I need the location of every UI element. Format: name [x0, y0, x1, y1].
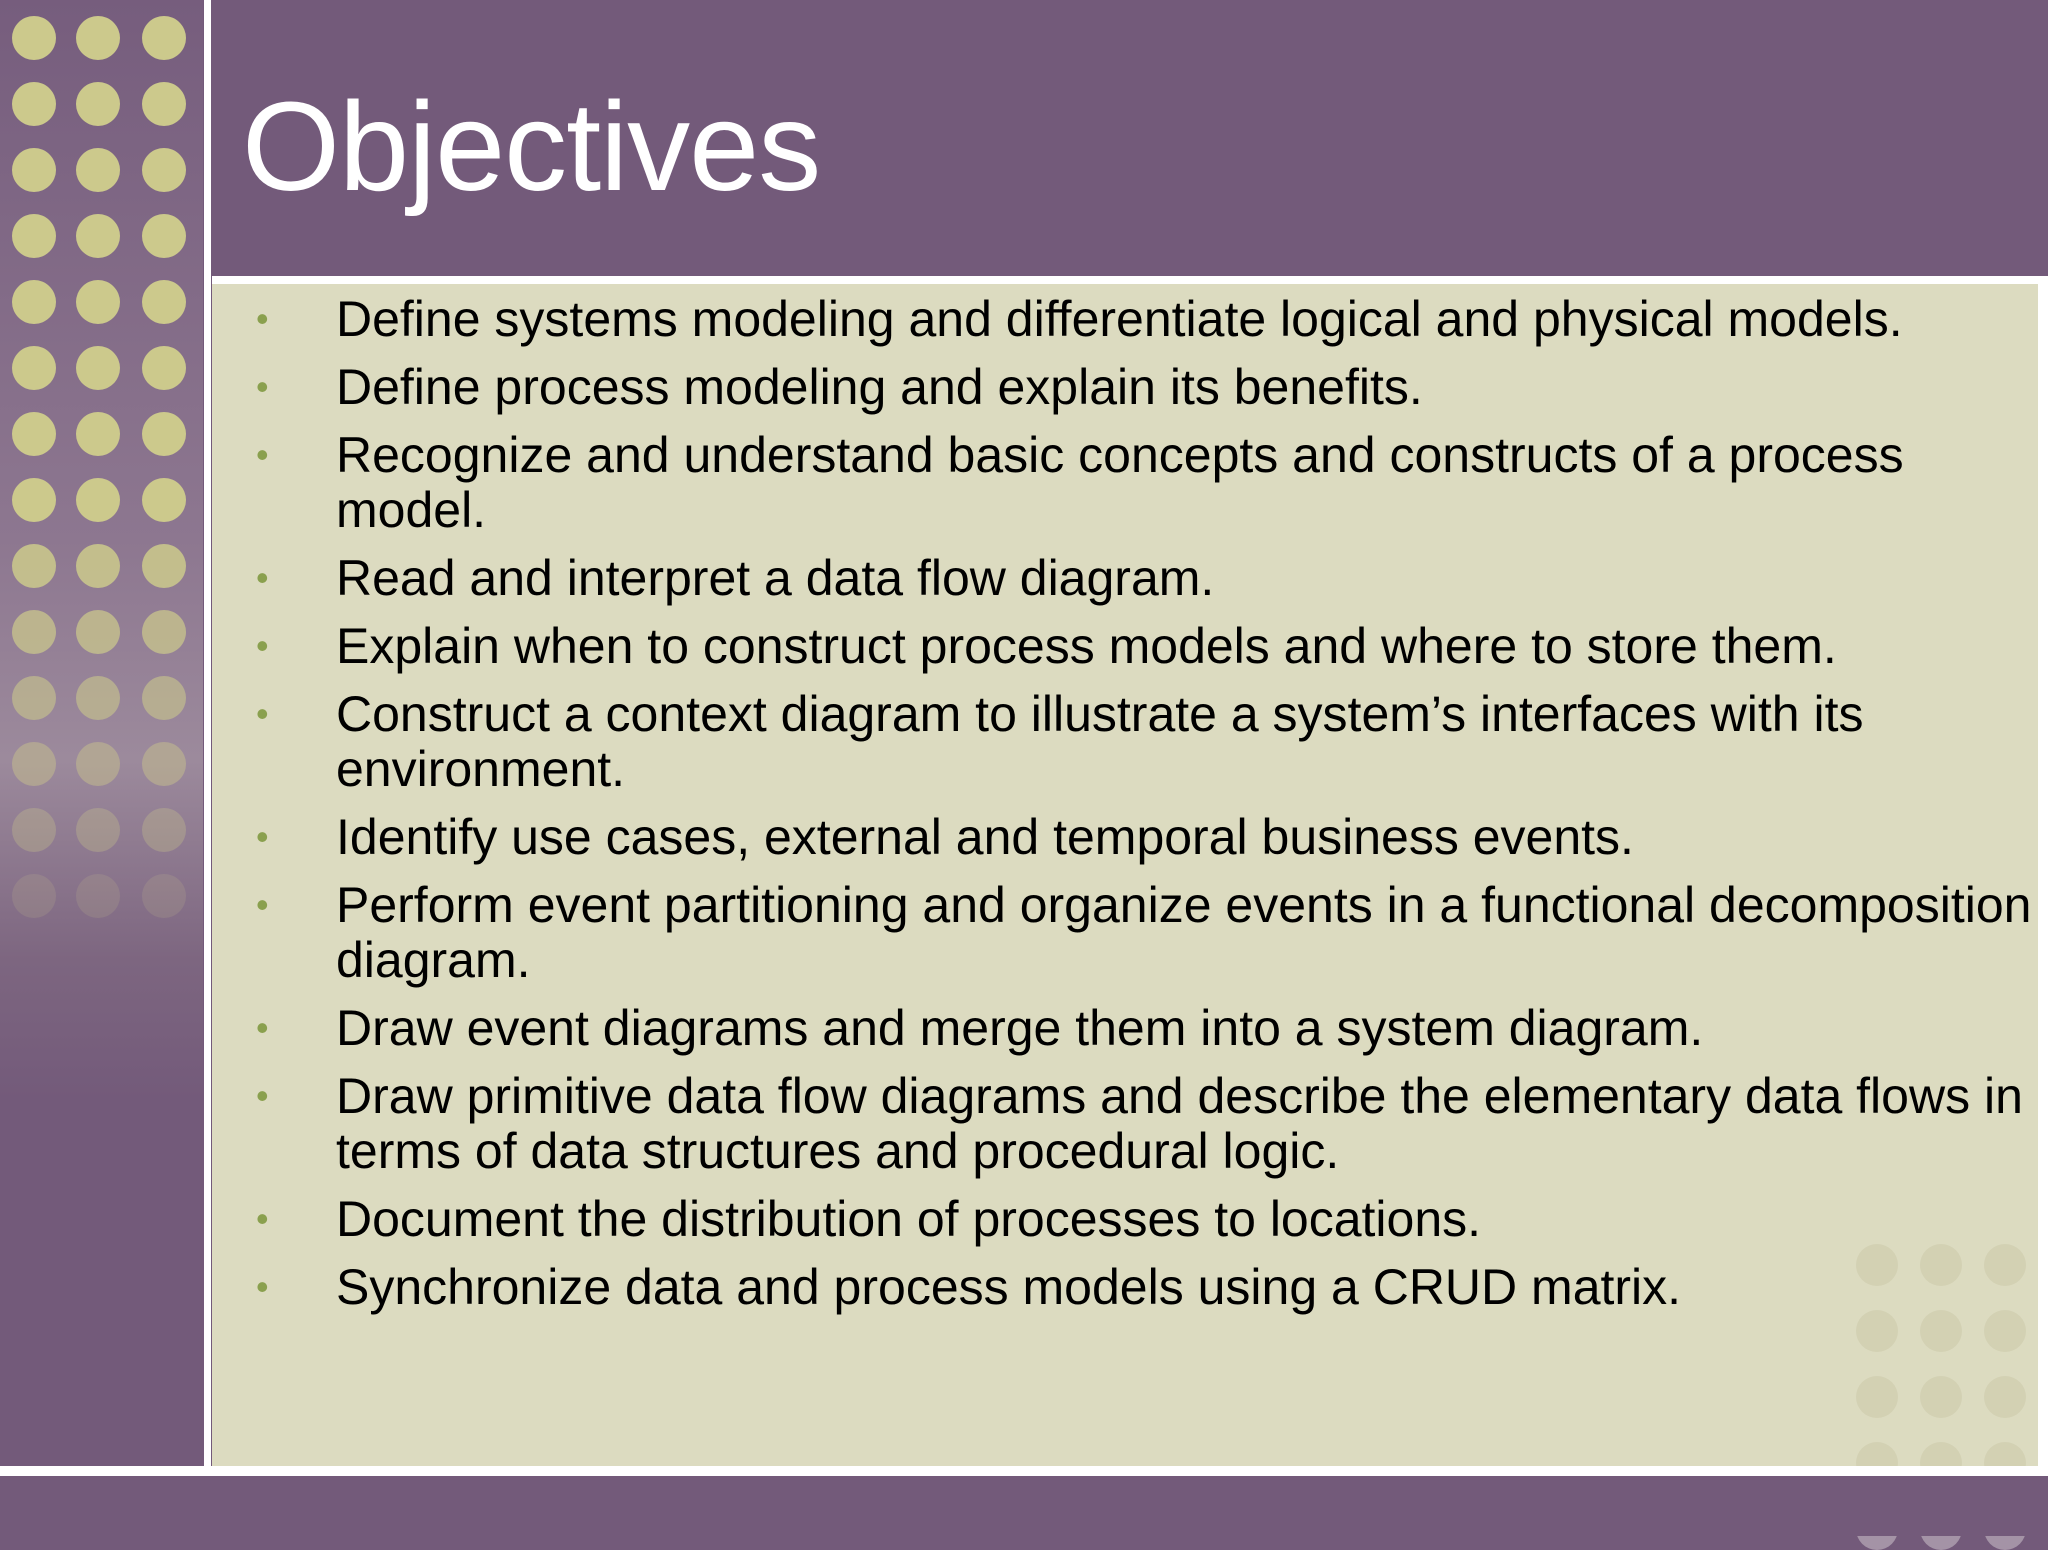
decorative-dot — [76, 82, 120, 126]
decorative-dot — [76, 610, 120, 654]
decorative-dot — [142, 610, 186, 654]
decorative-dot — [12, 16, 56, 60]
list-item-text: Construct a context diagram to illustrate a system’s interfaces with its environment. — [336, 686, 1864, 797]
decorative-dot — [76, 544, 120, 588]
list-item-text: Perform event partitioning and organize events in a functional decomposition diagram. — [336, 877, 2032, 988]
list-item-text: Define systems modeling and differentiate logical and physical models. — [336, 291, 1903, 347]
list-item-text: Draw primitive data flow diagrams and describe the elementary data flows in terms of data structures and procedural logic. — [336, 1068, 2023, 1179]
decorative-dot — [142, 148, 186, 192]
bullet-icon: • — [256, 366, 269, 407]
decorative-dot — [12, 412, 56, 456]
list-item-text: Explain when to construct process models and where to store them. — [336, 618, 1837, 674]
title-divider — [212, 276, 2048, 284]
bullet-icon: • — [256, 1075, 269, 1116]
list-item — [212, 810, 2032, 865]
decorative-dot — [76, 478, 120, 522]
list-item — [212, 551, 2032, 606]
list-item — [212, 360, 2032, 415]
footer-divider — [0, 1466, 2048, 1476]
decorative-dot — [12, 148, 56, 192]
decorative-dot — [76, 808, 120, 852]
decorative-dot — [76, 412, 120, 456]
decorative-dot — [76, 16, 120, 60]
list-item-text: Document the distribution of processes to locations. — [336, 1191, 1482, 1247]
bullet-icon: • — [256, 1266, 269, 1307]
list-item-text: Define process modeling and explain its benefits. — [336, 359, 1423, 415]
list-item — [212, 687, 2032, 797]
decorative-dot — [12, 82, 56, 126]
list-item — [212, 1192, 2032, 1247]
decorative-dot — [142, 82, 186, 126]
left-decorative-bar — [0, 0, 203, 1466]
list-item-text: Read and interpret a data flow diagram. — [336, 550, 1215, 606]
bullet-icon: • — [256, 625, 269, 666]
decorative-dot-grid — [0, 0, 203, 930]
bullet-icon: • — [256, 1007, 269, 1048]
decorative-dot — [12, 676, 56, 720]
decorative-dot — [12, 346, 56, 390]
decorative-dot — [142, 346, 186, 390]
vertical-divider — [204, 0, 211, 1466]
decorative-dot — [76, 148, 120, 192]
list-item — [212, 292, 2032, 347]
decorative-dot — [1920, 1310, 1962, 1352]
list-item-text: Identify use cases, external and temporal business events. — [336, 809, 1634, 865]
bullet-icon: • — [256, 557, 269, 598]
bullet-icon: • — [256, 434, 269, 475]
footer-band — [0, 1476, 2048, 1536]
decorative-dot — [1984, 1376, 2026, 1418]
decorative-dot — [12, 742, 56, 786]
bullet-icon: • — [256, 884, 269, 925]
bullet-icon: • — [256, 816, 269, 857]
list-item — [212, 1001, 2032, 1056]
decorative-dot — [142, 742, 186, 786]
decorative-dot — [142, 280, 186, 324]
decorative-dot — [76, 346, 120, 390]
decorative-dot — [1984, 1310, 2026, 1352]
decorative-dot — [142, 412, 186, 456]
decorative-dot — [1856, 1376, 1898, 1418]
list-item-text: Draw event diagrams and merge them into a system diagram. — [336, 1000, 1704, 1056]
list-item — [212, 1260, 2032, 1315]
decorative-dot — [142, 478, 186, 522]
list-item — [212, 878, 2032, 988]
decorative-dot — [142, 214, 186, 258]
decorative-dot — [76, 214, 120, 258]
decorative-dot — [12, 874, 56, 918]
bullet-icon: • — [256, 693, 269, 734]
decorative-dot — [76, 280, 120, 324]
list-item — [212, 1069, 2032, 1179]
decorative-dot — [142, 874, 186, 918]
decorative-dot — [1920, 1376, 1962, 1418]
decorative-dot — [12, 478, 56, 522]
decorative-dot — [12, 214, 56, 258]
decorative-dot — [142, 544, 186, 588]
list-item-text: Synchronize data and process models using a CRUD matrix. — [336, 1259, 1682, 1315]
decorative-dot — [76, 742, 120, 786]
decorative-dot — [76, 676, 120, 720]
objectives-list — [212, 292, 2032, 1315]
decorative-dot — [12, 544, 56, 588]
decorative-dot — [76, 874, 120, 918]
decorative-dot — [12, 610, 56, 654]
list-item — [212, 428, 2032, 538]
slide-title: Objectives — [242, 76, 821, 217]
bullet-icon: • — [256, 298, 269, 339]
decorative-dot — [142, 676, 186, 720]
bullet-icon: • — [256, 1198, 269, 1239]
list-item-text: Recognize and understand basic concepts and constructs of a process model. — [336, 427, 1904, 538]
decorative-dot — [1856, 1310, 1898, 1352]
decorative-dot — [142, 16, 186, 60]
decorative-dot — [12, 808, 56, 852]
decorative-dot — [12, 280, 56, 324]
decorative-dot — [142, 808, 186, 852]
list-item — [212, 619, 2032, 674]
